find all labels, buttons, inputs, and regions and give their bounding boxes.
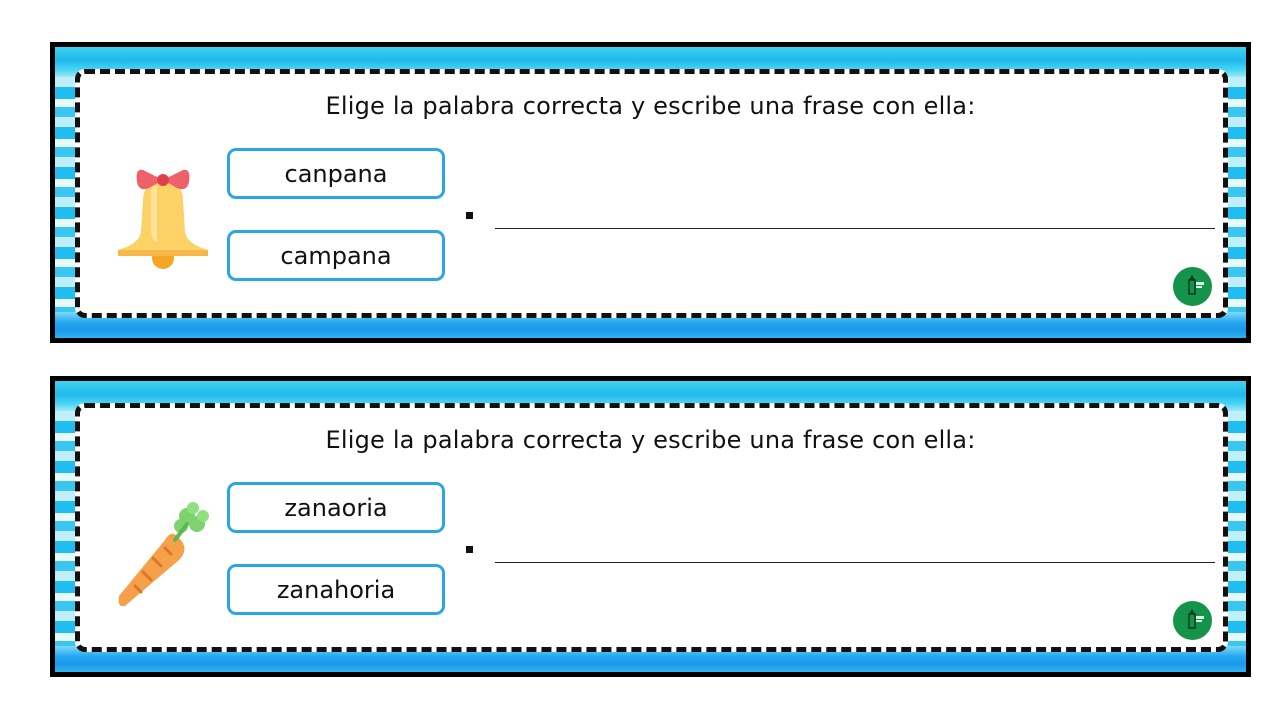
option-button[interactable]: zanaoria xyxy=(227,482,445,533)
answer-line[interactable] xyxy=(495,562,1215,563)
instruction-text: Elige la palabra correcta y escribe una frase con ella: xyxy=(325,92,976,120)
answer-line[interactable] xyxy=(495,228,1215,229)
option-button[interactable]: campana xyxy=(227,230,445,281)
exercise-card-2 xyxy=(50,376,1251,677)
option-button[interactable]: canpana xyxy=(227,148,445,199)
bell-icon xyxy=(113,162,213,272)
exercise-card-1 xyxy=(50,42,1251,343)
instruction-text: Elige la palabra correcta y escribe una frase con ella: xyxy=(325,426,976,454)
bullet-marker xyxy=(466,212,473,219)
carrot-icon xyxy=(113,496,213,606)
logo-icon xyxy=(1173,267,1212,306)
logo-icon xyxy=(1173,601,1212,640)
bullet-marker xyxy=(466,546,473,553)
option-button[interactable]: zanahoria xyxy=(227,564,445,615)
